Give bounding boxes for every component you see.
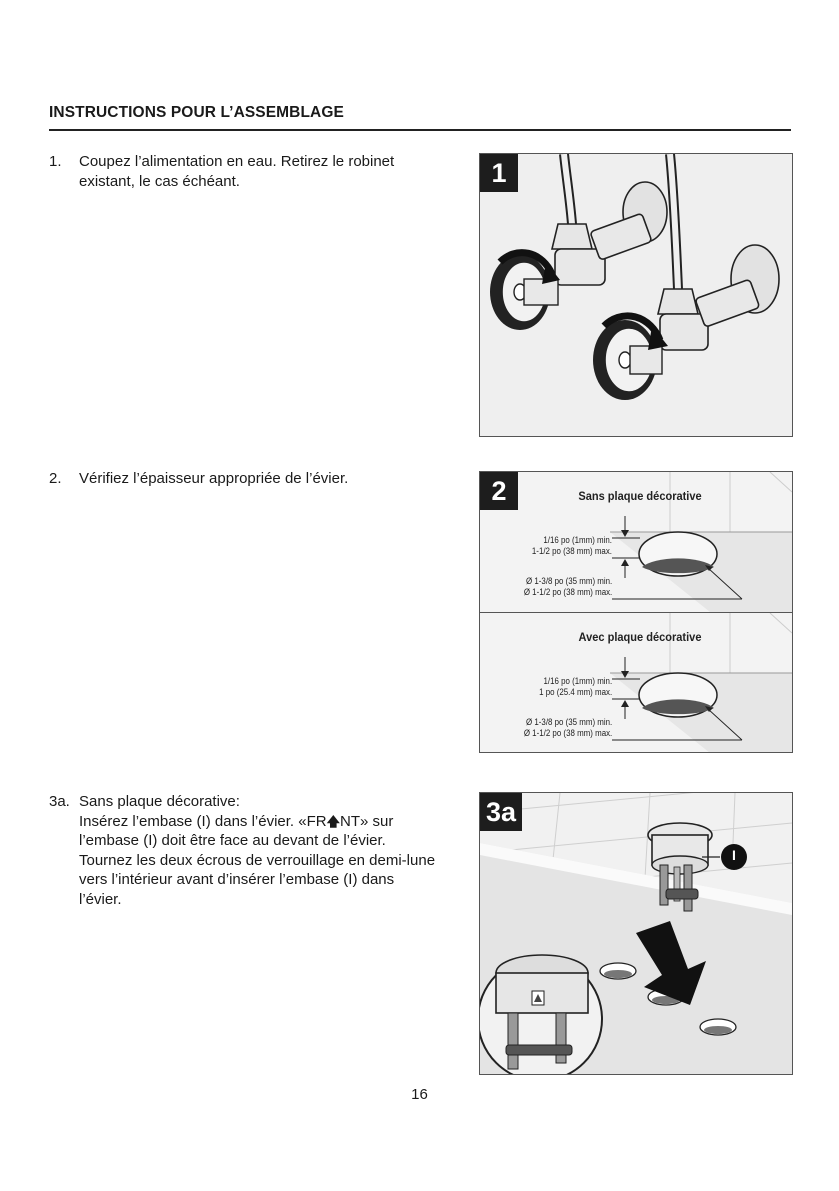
thickness-max: 1-1/2 po (38 mm) max. xyxy=(531,546,612,556)
thickness-min: 1/16 po (1mm) min. xyxy=(543,676,612,686)
step-2 xyxy=(49,469,439,489)
subfigure-title: Avec plaque décorative xyxy=(578,630,702,644)
figure-2 xyxy=(479,471,793,753)
thickness-range xyxy=(539,676,612,698)
step-text-part: Insérez l’embase (I) dans l’évier. «FR xyxy=(79,812,327,830)
figure-1 xyxy=(479,153,793,437)
step-text: Vérifiez l’épaisseur appropriée de l’évier. xyxy=(79,470,349,487)
step-1 xyxy=(49,152,439,191)
page-number: 16 xyxy=(411,1086,428,1103)
step-title: Sans plaque décorative: xyxy=(79,793,240,810)
figure-badge: 2 xyxy=(480,472,518,510)
diameter-range xyxy=(524,576,612,598)
step-number: 1. xyxy=(49,153,62,170)
section-heading: INSTRUCTIONS POUR L’ASSEMBLAGE xyxy=(49,104,791,131)
thickness-max: 1 po (25.4 mm) max. xyxy=(538,687,612,697)
step-text-part: NT» sur l’embase (I) doit être face au devant de l’évier. Tournez les deux écrous de verrouillage en demi-lune vers l’intérieur avant d’insérer l’embase (I) dans l’évier. xyxy=(79,812,436,908)
step-number: 3a. xyxy=(49,793,70,810)
sink-without-plate xyxy=(480,472,792,612)
shutoff-valves-illustration xyxy=(480,154,792,436)
arrow-up-icon: 🡅 xyxy=(326,813,340,829)
diameter-range xyxy=(524,717,612,739)
figure-3a xyxy=(479,792,793,1075)
step-text xyxy=(79,812,439,910)
diameter-max: Ø 1-1/2 po (38 mm) max. xyxy=(523,728,612,738)
diameter-min: Ø 1-3/8 po (35 mm) min. xyxy=(525,576,612,586)
sink-with-plate xyxy=(480,613,792,753)
figure-badge: 1 xyxy=(480,154,518,192)
thickness-min: 1/16 po (1mm) min. xyxy=(543,535,612,545)
figure-badge: 3a xyxy=(480,793,522,831)
diameter-min: Ø 1-3/8 po (35 mm) min. xyxy=(525,717,612,727)
base-insertion-illustration xyxy=(480,793,792,1074)
thickness-range xyxy=(532,535,612,557)
diameter-max: Ø 1-1/2 po (38 mm) max. xyxy=(523,587,612,597)
part-label: I xyxy=(732,847,736,863)
step-3a xyxy=(49,792,439,909)
subfigure-title: Sans plaque décorative xyxy=(578,489,702,503)
step-number: 2. xyxy=(49,470,62,487)
step-text: Coupez l’alimentation en eau. Retirez le robinet existant, le cas échéant. xyxy=(79,153,395,190)
